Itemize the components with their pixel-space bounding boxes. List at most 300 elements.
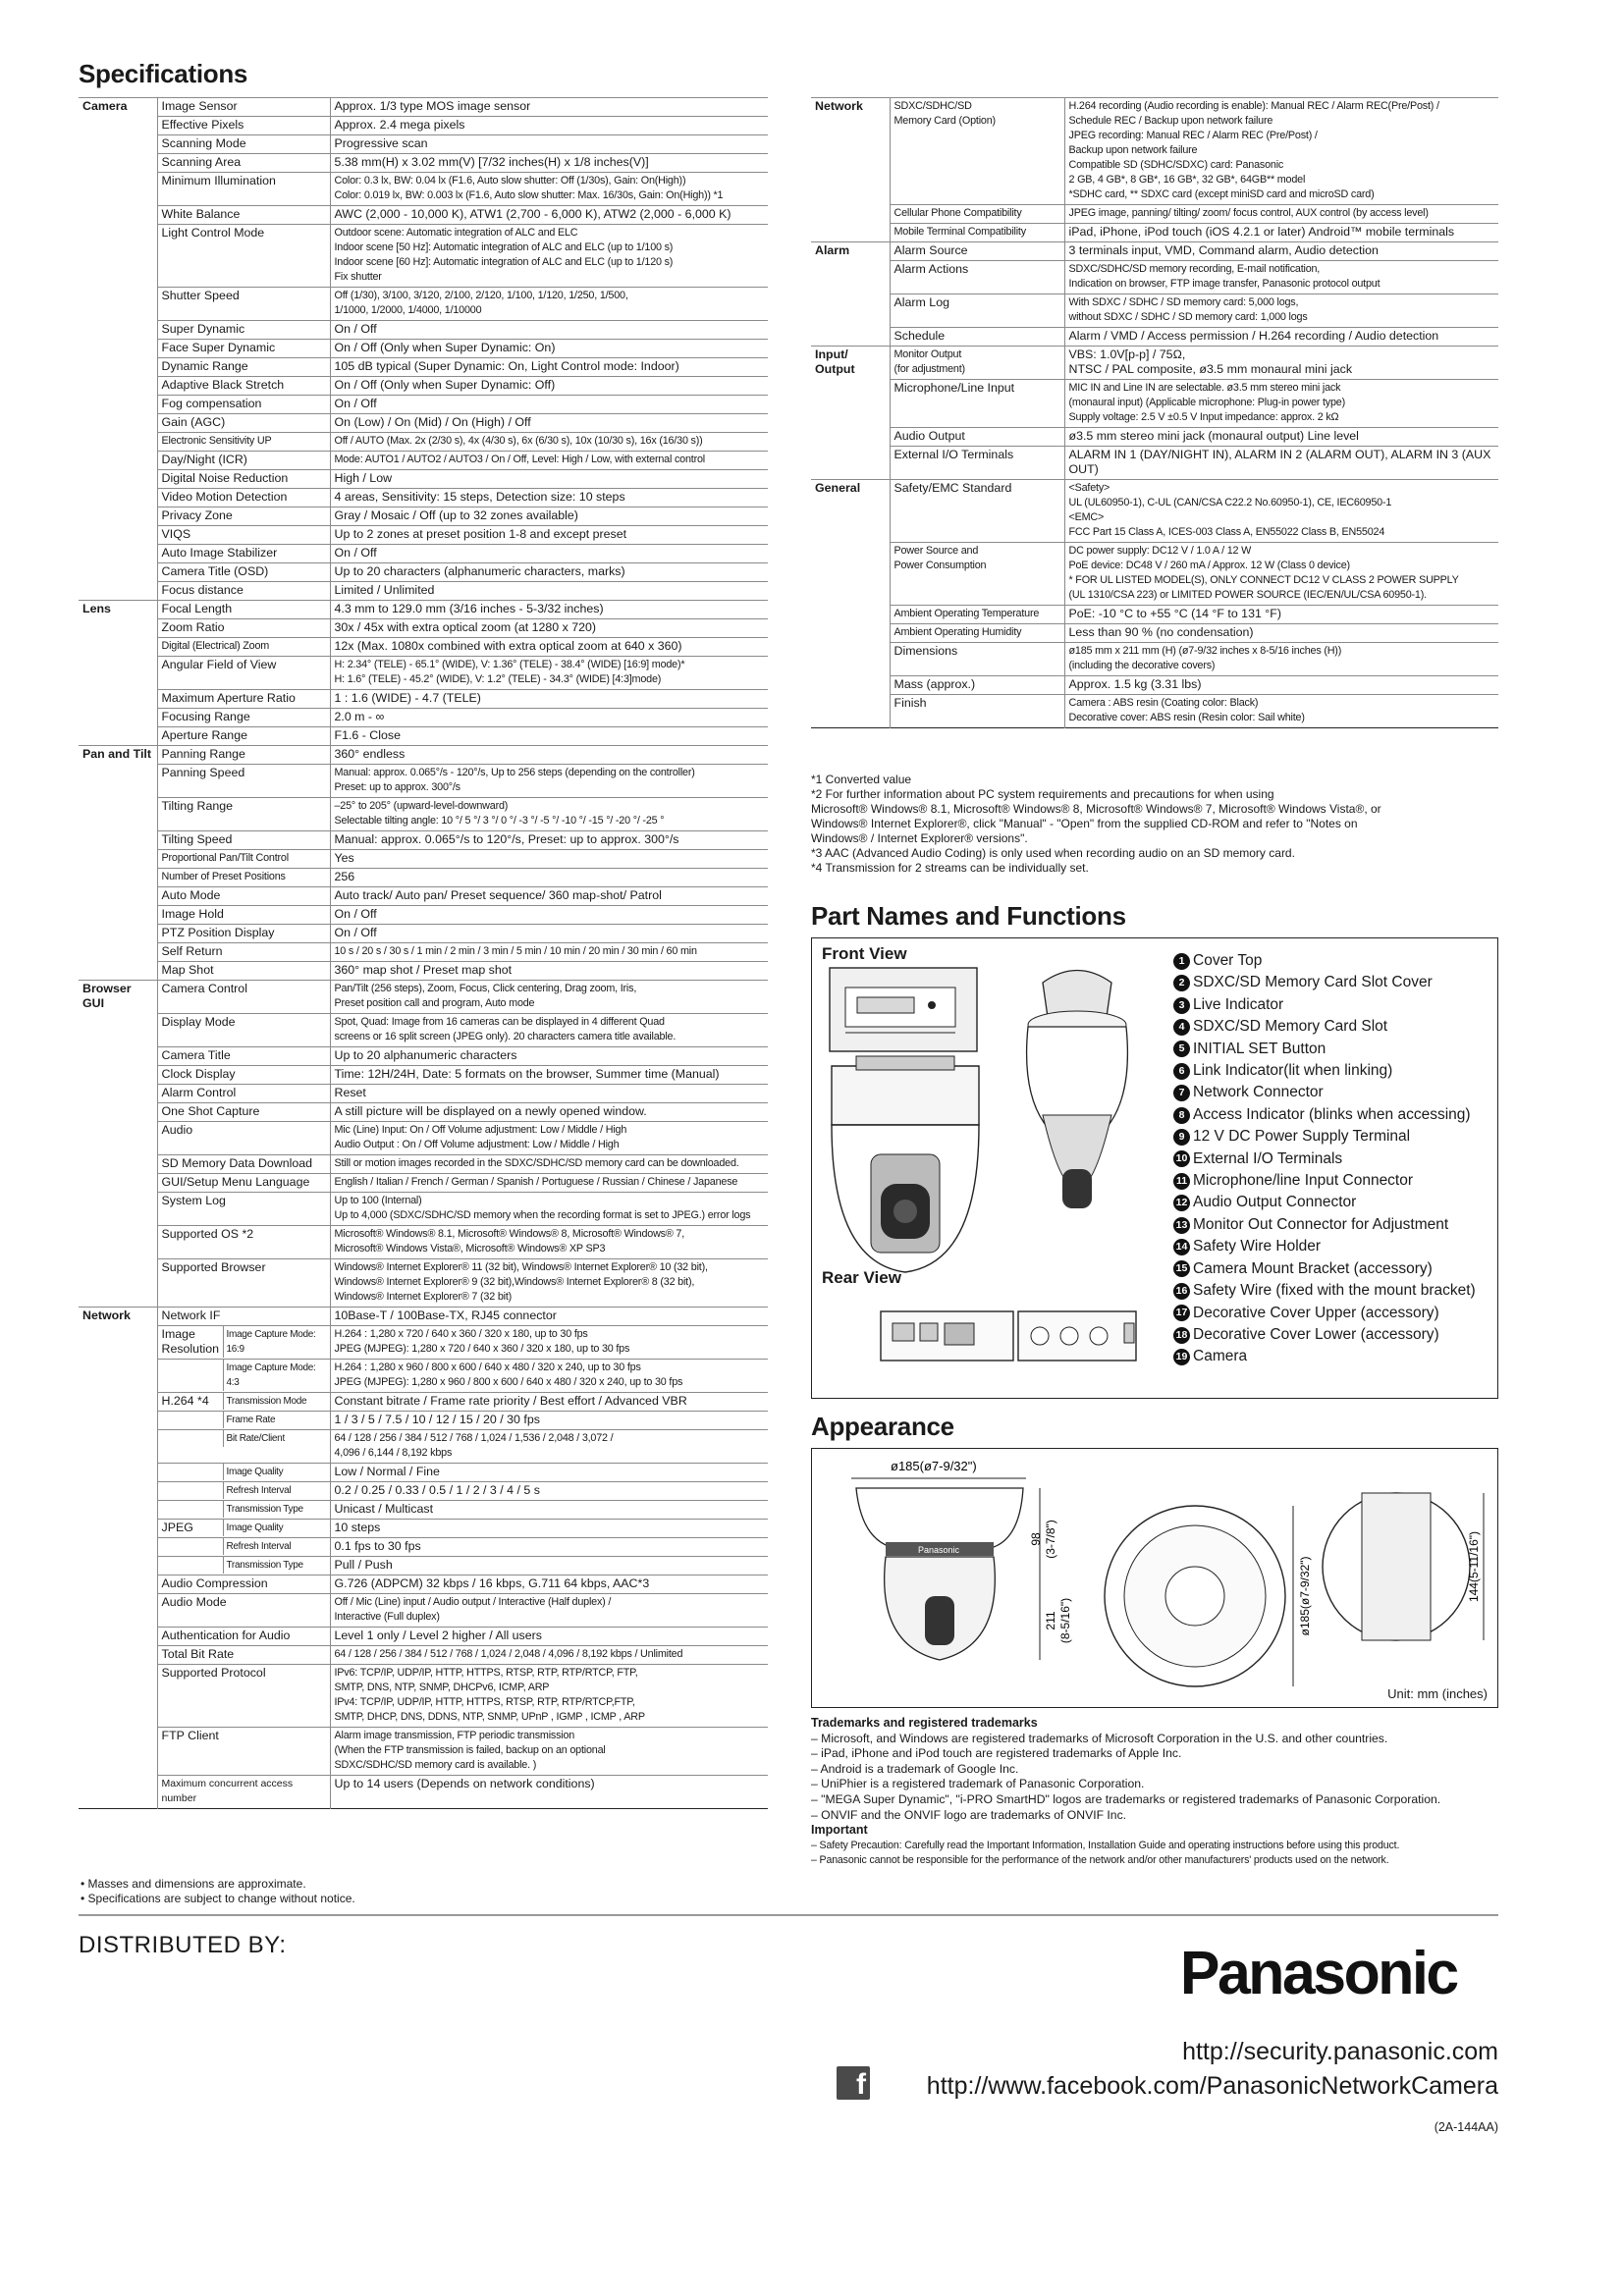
part-number-badge: 15: [1173, 1260, 1190, 1277]
spec-value: IPv6: TCP/IP, UDP/IP, HTTP, HTTPS, RTSP, RTP, RTP/RTCP, FTP, SMTP, DNS, NTP, SNMP, DHCPv6, ICMP, ARP IPv4: TCP/IP, UDP/IP, HTTP, HTTPS, RTSP, RTP, RTP/RTCP,FTP, SMTP, DHCP, DNS, DDNS, NTP, SNMP, UPnP , IGMP , ICMP , ARP: [330, 1665, 768, 1728]
spec-item: Panning Speed: [157, 765, 330, 798]
spec-category: [811, 695, 890, 728]
unit-note: Unit: mm (inches): [1387, 1686, 1488, 1701]
spec-value: MIC IN and Line IN are selectable. ø3.5 mm stereo mini jack (monaural input) (Applicable microphone: Plug-in power type) Supply voltage: 2.5 V ±0.5 V Input impedance: approx. 2 kΩ: [1064, 380, 1498, 428]
spec-category: [79, 433, 157, 452]
spec-row: [79, 1520, 768, 1538]
spec-row: [79, 1430, 768, 1464]
spec-category: [79, 1646, 157, 1665]
spec-row: [79, 288, 768, 321]
part-number-badge: 16: [1173, 1283, 1190, 1300]
rear-view-label: Rear View: [822, 1268, 901, 1287]
spec-value: On / Off: [330, 906, 768, 925]
part-number-badge: 14: [1173, 1239, 1190, 1255]
spec-item: Self Return: [157, 943, 330, 962]
spec-value: 5.38 mm(H) x 3.02 mm(V) [7/32 inches(H) x 1/8 inches(V)]: [330, 154, 768, 173]
spec-item: Alarm Source: [890, 242, 1064, 261]
spec-category: [79, 850, 157, 869]
spec-item: Clock Display: [157, 1066, 330, 1085]
spec-category: [79, 1538, 157, 1557]
spec-category: [811, 328, 890, 347]
spec-item-group: [157, 1520, 330, 1538]
spec-value: High / Low: [330, 470, 768, 489]
spec-row: [79, 1103, 768, 1122]
part-names-title: Part Names and Functions: [811, 901, 1126, 931]
spec-row: [811, 643, 1498, 676]
spec-item: Supported Browser: [157, 1259, 330, 1308]
panasonic-logo: Panasonic: [1179, 1940, 1457, 2007]
spec-row: [79, 1122, 768, 1155]
spec-category: Lens: [79, 601, 157, 619]
spec-row: [811, 447, 1498, 480]
spec-value: 4.3 mm to 129.0 mm (3/16 inches - 5-3/32 inches): [330, 601, 768, 619]
spec-row: [79, 1226, 768, 1259]
spec-category: Network: [811, 98, 890, 205]
spec-item: Authentication for Audio: [157, 1628, 330, 1646]
spec-subitem: Image Quality: [223, 1520, 330, 1536]
spec-item-group: [157, 1501, 330, 1520]
spec-row: [79, 225, 768, 288]
part-number-badge: 7: [1173, 1085, 1190, 1101]
spec-category: [811, 643, 890, 676]
spec-item: SD Memory Data Download: [157, 1155, 330, 1174]
spec-row: [79, 206, 768, 225]
spec-category: [79, 340, 157, 358]
spec-value: Reset: [330, 1085, 768, 1103]
spec-category: [79, 377, 157, 396]
spec-item: Display Mode: [157, 1014, 330, 1047]
camera-brand-text: Panasonic: [918, 1545, 960, 1555]
spec-value: Approx. 1.5 kg (3.31 lbs): [1064, 676, 1498, 695]
spec-item: [158, 1464, 223, 1480]
part-number-badge: 10: [1173, 1150, 1190, 1167]
spec-item: [158, 1412, 223, 1428]
spec-row: [79, 943, 768, 962]
spec-value: Off / Mic (Line) input / Audio output / Interactive (Half duplex) / Interactive (Full duplex): [330, 1594, 768, 1628]
spec-value: Spot, Quad: Image from 16 cameras can be displayed in 4 different Quad screens or 16 split screen (JPEG only). 20 characters camera title available.: [330, 1014, 768, 1047]
spec-value: Outdoor scene: Automatic integration of ALC and ELC Indoor scene [50 Hz]: Automatic integration of ALC and ELC (up to 1/100 s) Indoor scene [60 Hz]: Automatic integration of ALC and ELC (up to 1/120 s) Fix shutter: [330, 225, 768, 288]
spec-row: [79, 709, 768, 727]
spec-row: [79, 1259, 768, 1308]
spec-item: Electronic Sensitivity UP: [157, 433, 330, 452]
spec-row: [79, 452, 768, 470]
part-item: [1173, 1192, 1476, 1213]
spec-row: [79, 690, 768, 709]
spec-item: FTP Client: [157, 1728, 330, 1776]
spec-item: Dimensions: [890, 643, 1064, 676]
important-list: [811, 1839, 1508, 1869]
specifications-title: Specifications: [79, 59, 248, 88]
spec-category: [79, 470, 157, 489]
spec-value: Constant bitrate / Frame rate priority / Best effort / Advanced VBR: [330, 1393, 768, 1412]
spec-row: [79, 1193, 768, 1226]
spec-value: Level 1 only / Level 2 higher / All users: [330, 1628, 768, 1646]
spec-item: JPEG: [161, 1521, 193, 1534]
spec-category: [79, 135, 157, 154]
dim-width-text: ø185(ø7-9/32"): [891, 1459, 977, 1473]
spec-value: Manual: approx. 0.065°/s - 120°/s, Up to 256 steps (depending on the controller) Preset: up to approx. 300°/s: [330, 765, 768, 798]
part-label: Decorative Cover Upper (accessory): [1193, 1304, 1439, 1321]
part-number-badge: 18: [1173, 1327, 1190, 1344]
part-number-badge: 9: [1173, 1129, 1190, 1146]
part-label: Safety Wire Holder: [1193, 1238, 1322, 1255]
spec-row: [79, 321, 768, 340]
spec-value: 12x (Max. 1080x combined with extra optical zoom at 640 x 360): [330, 638, 768, 657]
spec-value: A still picture will be displayed on a newly opened window.: [330, 1103, 768, 1122]
spec-category: [811, 380, 890, 428]
spec-category: [79, 1575, 157, 1594]
trademark-line: – ONVIF and the ONVIF logo are trademarks of ONVIF Inc.: [811, 1807, 1127, 1822]
spec-value: Up to 100 (Internal) Up to 4,000 (SDXC/SDHC/SD memory when the recording format is set to JPEG.) error logs: [330, 1193, 768, 1226]
part-number-badge: 4: [1173, 1019, 1190, 1036]
part-label: INITIAL SET Button: [1193, 1040, 1326, 1057]
spec-value: Camera : ABS resin (Coating color: Black) Decorative cover: ABS resin (Resin color: Sail white): [1064, 695, 1498, 728]
spec-item: Privacy Zone: [157, 507, 330, 526]
spec-row: [79, 1155, 768, 1174]
spec-row: [79, 396, 768, 414]
spec-category: Browser GUI: [79, 981, 157, 1014]
spec-item: [158, 1501, 223, 1518]
spec-value: Alarm image transmission, FTP periodic transmission (When the FTP transmission is failed, backup on an optional SDXC/SDHC/SD memory card is available. ): [330, 1728, 768, 1776]
spec-category: [79, 1728, 157, 1776]
spec-category: [79, 1520, 157, 1538]
spec-category: [79, 906, 157, 925]
spec-category: [811, 543, 890, 606]
facebook-icon[interactable]: f: [837, 2066, 870, 2100]
part-item: [1173, 1104, 1476, 1126]
spec-value: Alarm / VMD / Access permission / H.264 recording / Audio detection: [1064, 328, 1498, 347]
part-item: [1173, 1303, 1476, 1324]
spec-item: Total Bit Rate: [157, 1646, 330, 1665]
spec-row: [79, 563, 768, 582]
spec-row: [79, 746, 768, 765]
spec-category: [79, 709, 157, 727]
spec-item: Tilting Speed: [157, 831, 330, 850]
spec-item: Auto Image Stabilizer: [157, 545, 330, 563]
trademarks-section: [811, 1716, 1508, 1869]
spec-subitem: Image Capture Mode: 4:3: [223, 1360, 330, 1391]
part-item: [1173, 1346, 1476, 1367]
spec-item: Cellular Phone Compatibility: [890, 205, 1064, 224]
spec-row: [811, 624, 1498, 643]
spec-category: [79, 582, 157, 601]
spec-category: [79, 1193, 157, 1226]
dim-98-text: 98: [1029, 1532, 1043, 1546]
spec-item: Alarm Log: [890, 294, 1064, 328]
dim-211-text: 211: [1044, 1611, 1057, 1630]
spec-value: DC power supply: DC12 V / 1.0 A / 12 W PoE device: DC48 V / 260 mA / Approx. 12 W (Class 0 device) * FOR UL LISTED MODEL(S), ONLY CONNECT DC12 V CLASS 2 POWER SUPPLY (UL 1310/CSA 223) or LIMITED POWER SOURCE (IEC/EN/UL/CSA 60950-1).: [1064, 543, 1498, 606]
part-number-badge: 3: [1173, 997, 1190, 1014]
spec-category: [811, 428, 890, 447]
spec-value: 1 : 1.6 (WIDE) - 4.7 (TELE): [330, 690, 768, 709]
spec-category: [79, 563, 157, 582]
spec-item: VIQS: [157, 526, 330, 545]
spec-value: Progressive scan: [330, 135, 768, 154]
spec-item: Image Sensor: [157, 98, 330, 117]
spec-value: PoE: -10 °C to +55 °C (14 °F to 131 °F): [1064, 606, 1498, 624]
spec-category: [79, 1393, 157, 1412]
spec-row: [79, 601, 768, 619]
spec-item: Minimum Illumination: [157, 173, 330, 206]
spec-category: [79, 1226, 157, 1259]
spec-value: 64 / 128 / 256 / 384 / 512 / 768 / 1,024 / 1,536 / 2,048 / 3,072 / 4,096 / 6,144 / 8,192 kbps: [330, 1430, 768, 1464]
spec-row: [79, 340, 768, 358]
spec-item: [158, 1430, 223, 1447]
spec-item: Maximum Aperture Ratio: [157, 690, 330, 709]
spec-item: Alarm Control: [157, 1085, 330, 1103]
spec-row: [79, 98, 768, 117]
spec-item: External I/O Terminals: [890, 447, 1064, 480]
appearance-drawing: [812, 1449, 1499, 1709]
spec-subitem: Refresh Interval: [223, 1538, 330, 1555]
part-label: Monitor Out Connector for Adjustment: [1193, 1215, 1449, 1233]
spec-row: [79, 850, 768, 869]
part-item: [1173, 1258, 1476, 1280]
spec-item: Light Control Mode: [157, 225, 330, 288]
spec-item: Supported OS *2: [157, 1226, 330, 1259]
spec-value: Still or motion images recorded in the SDXC/SDHC/SD memory card can be downloaded.: [330, 1155, 768, 1174]
spec-item: Gain (AGC): [157, 414, 330, 433]
spec-category: [79, 1594, 157, 1628]
spec-category: Network: [79, 1308, 157, 1326]
spec-item: Schedule: [890, 328, 1064, 347]
spec-item: Power Source and Power Consumption: [890, 543, 1064, 606]
spec-item-group: [157, 1412, 330, 1430]
spec-value: 256: [330, 869, 768, 887]
spec-value: ø3.5 mm stereo mini jack (monaural output) Line level: [1064, 428, 1498, 447]
spec-value: Up to 2 zones at preset position 1-8 and except preset: [330, 526, 768, 545]
spec-value: 0.1 fps to 30 fps: [330, 1538, 768, 1557]
spec-row: [79, 887, 768, 906]
spec-row: [79, 619, 768, 638]
spec-row: [79, 1728, 768, 1776]
spec-row: [79, 1066, 768, 1085]
spec-value: iPad, iPhone, iPod touch (iOS 4.2.1 or later) Android™ mobile terminals: [1064, 224, 1498, 242]
spec-item: White Balance: [157, 206, 330, 225]
spec-value: SDXC/SDHC/SD memory recording, E-mail notification, Indication on browser, FTP image transfer, Panasonic protocol output: [1064, 261, 1498, 294]
spec-item: Network IF: [157, 1308, 330, 1326]
spec-item: Shutter Speed: [157, 288, 330, 321]
spec-row: [79, 1665, 768, 1728]
spec-value: Up to 20 alphanumeric characters: [330, 1047, 768, 1066]
part-number-badge: 19: [1173, 1349, 1190, 1365]
spec-category: [79, 943, 157, 962]
spec-row: [79, 638, 768, 657]
spec-row: [79, 1538, 768, 1557]
spec-row: [79, 526, 768, 545]
spec-row: [79, 1557, 768, 1575]
part-item: [1173, 1039, 1476, 1060]
spec-item: Focus distance: [157, 582, 330, 601]
trademark-line: – "MEGA Super Dynamic", "i-PRO SmartHD" logos are trademarks or registered trademarks of Panasonic Corporation.: [811, 1791, 1441, 1806]
part-number-badge: 2: [1173, 975, 1190, 991]
spec-item: [158, 1557, 223, 1574]
spec-category: [811, 224, 890, 242]
spec-row: [79, 1646, 768, 1665]
spec-row: [79, 358, 768, 377]
spec-value: AWC (2,000 - 10,000 K), ATW1 (2,700 - 6,000 K), ATW2 (2,000 - 6,000 K): [330, 206, 768, 225]
spec-value: G.726 (ADPCM) 32 kbps / 16 kbps, G.711 64 kbps, AAC*3: [330, 1575, 768, 1594]
spec-value: Auto track/ Auto pan/ Preset sequence/ 360 map-shot/ Patrol: [330, 887, 768, 906]
part-item: [1173, 1324, 1476, 1346]
spec-item: Focusing Range: [157, 709, 330, 727]
spec-item: Video Motion Detection: [157, 489, 330, 507]
spec-category: [79, 887, 157, 906]
part-label: External I/O Terminals: [1193, 1149, 1343, 1167]
spec-category: [79, 452, 157, 470]
facebook-page-link[interactable]: http://www.facebook.com/PanasonicNetworkCamera: [926, 2072, 1498, 2100]
part-number-badge: 1: [1173, 953, 1190, 970]
trademark-line: – Panasonic cannot be responsible for the performance of the network and/or other manufacturers' products used on the network.: [811, 1854, 1389, 1867]
spec-value: Low / Normal / Fine: [330, 1464, 768, 1482]
spec-item: Ambient Operating Humidity: [890, 624, 1064, 643]
spec-value: On / Off (Only when Super Dynamic: Off): [330, 377, 768, 396]
spec-category: [79, 321, 157, 340]
spec-row: [811, 205, 1498, 224]
spec-row: [79, 1628, 768, 1646]
part-number-badge: 11: [1173, 1173, 1190, 1190]
spec-category: [79, 1122, 157, 1155]
spec-value: VBS: 1.0V[p-p] / 75Ω, NTSC / PAL composite, ø3.5 mm monaural mini jack: [1064, 347, 1498, 380]
part-label: SDXC/SD Memory Card Slot: [1193, 1018, 1388, 1036]
spec-category: [79, 1014, 157, 1047]
spec-value: On / Off: [330, 396, 768, 414]
spec-value: 360° endless: [330, 746, 768, 765]
spec-item: Finish: [890, 695, 1064, 728]
spec-value: H: 2.34° (TELE) - 65.1° (WIDE), V: 1.36° (TELE) - 38.4° (WIDE) [16:9] mode)* H: 1.6° (TELE) - 45.2° (WIDE), V: 1.2° (TELE) - 34.3° (WIDE) [4:3]mode): [330, 657, 768, 690]
part-label: 12 V DC Power Supply Terminal: [1193, 1128, 1411, 1146]
spec-category: [79, 507, 157, 526]
front-view-label: Front View: [822, 944, 907, 963]
spec-value: Up to 14 users (Depends on network conditions): [330, 1776, 768, 1809]
spec-category: [79, 1155, 157, 1174]
spec-row: [79, 414, 768, 433]
part-number-badge: 12: [1173, 1195, 1190, 1211]
spec-category: [79, 1174, 157, 1193]
spec-value: H.264 : 1,280 x 720 / 640 x 360 / 320 x 180, up to 30 fps JPEG (MJPEG): 1,280 x 720 / 640 x 360 / 320 x 180, up to 30 fps: [330, 1326, 768, 1360]
spec-item: [158, 1482, 223, 1499]
spec-category: [79, 117, 157, 135]
spec-category: Alarm: [811, 242, 890, 261]
dim-98-in-text: (3-7/8"): [1044, 1520, 1057, 1559]
spec-value: –25° to 205° (upward-level-downward) Selectable tilting angle: 10 °/ 5 °/ 3 °/ 0 °/ -3 °/ -5 °/ -10 °/ -15 °/ -20 °/ -25 °: [330, 798, 768, 831]
spec-row: [811, 428, 1498, 447]
footer-divider: [79, 1914, 1498, 1916]
part-label: Link Indicator(lit when linking): [1193, 1062, 1393, 1080]
spec-row: [79, 906, 768, 925]
spec-value: Less than 90 % (no condensation): [1064, 624, 1498, 643]
part-names-list: [1173, 950, 1476, 1368]
spec-category: [79, 765, 157, 798]
spec-category: [79, 526, 157, 545]
spec-item: Mobile Terminal Compatibility: [890, 224, 1064, 242]
spec-category: [79, 489, 157, 507]
part-label: SDXC/SD Memory Card Slot Cover: [1193, 974, 1433, 991]
spec-row: [79, 582, 768, 601]
spec-item: Supported Protocol: [157, 1665, 330, 1728]
part-label: Camera: [1193, 1348, 1248, 1365]
spec-category: [79, 414, 157, 433]
trademark-line: – UniPhier is a registered trademark of Panasonic Corporation.: [811, 1777, 1145, 1791]
spec-value: Approx. 2.4 mega pixels: [330, 117, 768, 135]
trademark-line: – Android is a trademark of Google Inc.: [811, 1761, 1019, 1776]
spec-value: 2.0 m - ∞: [330, 709, 768, 727]
spec-value: Unicast / Multicast: [330, 1501, 768, 1520]
spec-category: [79, 869, 157, 887]
security-website-link[interactable]: http://security.panasonic.com: [1182, 2038, 1498, 2065]
part-label: Live Indicator: [1193, 995, 1284, 1013]
spec-row: [811, 676, 1498, 695]
spec-item: Scanning Mode: [157, 135, 330, 154]
spec-value: On / Off: [330, 321, 768, 340]
spec-value: Approx. 1/3 type MOS image sensor: [330, 98, 768, 117]
spec-item-group: [157, 1430, 330, 1464]
part-item: [1173, 1082, 1476, 1103]
spec-row: [79, 1575, 768, 1594]
spec-subitem: Transmission Mode: [223, 1393, 330, 1410]
spec-row: [79, 962, 768, 981]
spec-item: Effective Pixels: [157, 117, 330, 135]
part-number-badge: 6: [1173, 1063, 1190, 1080]
spec-row: [811, 328, 1498, 347]
spec-category: [79, 396, 157, 414]
spec-value: 4 areas, Sensitivity: 15 steps, Detection size: 10 steps: [330, 489, 768, 507]
part-number-badge: 5: [1173, 1041, 1190, 1057]
spec-row: [79, 1360, 768, 1393]
part-label: Safety Wire (fixed with the mount bracket): [1193, 1282, 1476, 1300]
spec-row: [811, 261, 1498, 294]
spec-value: ø185 mm x 211 mm (H) (ø7-9/32 inches x 8-5/16 inches (H)) (including the decorative covers): [1064, 643, 1498, 676]
spec-item: Aperture Range: [157, 727, 330, 746]
spec-category: [79, 727, 157, 746]
spec-row: [811, 242, 1498, 261]
dim-211-in-text: (8-5/16"): [1058, 1597, 1072, 1644]
spec-subitem: Bit Rate/Client: [223, 1430, 330, 1447]
part-names-panel: [811, 937, 1498, 1399]
spec-row: [79, 135, 768, 154]
spec-item: Audio: [157, 1122, 330, 1155]
spec-category: [79, 1665, 157, 1728]
spec-value: ALARM IN 1 (DAY/NIGHT IN), ALARM IN 2 (ALARM OUT), ALARM IN 3 (AUX OUT): [1064, 447, 1498, 480]
spec-category: [79, 288, 157, 321]
spec-item: Fog compensation: [157, 396, 330, 414]
spec-subitem: Image Capture Mode: 16:9: [223, 1326, 330, 1358]
spec-category: [79, 1776, 157, 1809]
spec-item: GUI/Setup Menu Language: [157, 1174, 330, 1193]
spec-category: [79, 638, 157, 657]
spec-item: Auto Mode: [157, 887, 330, 906]
spec-row: [79, 433, 768, 452]
spec-row: [79, 1047, 768, 1066]
spec-item: Microphone/Line Input: [890, 380, 1064, 428]
spec-item: Number of Preset Positions: [157, 869, 330, 887]
spec-table-right: [811, 97, 1498, 728]
spec-item: [158, 1360, 223, 1391]
spec-row: [79, 545, 768, 563]
part-item: [1173, 1148, 1476, 1170]
part-number-badge: 17: [1173, 1305, 1190, 1321]
spec-category: [79, 358, 157, 377]
spec-row: [79, 1412, 768, 1430]
spec-item-group: [157, 1326, 330, 1360]
spec-row: [811, 294, 1498, 328]
part-number-badge: 13: [1173, 1217, 1190, 1234]
spec-item: Digital (Electrical) Zoom: [157, 638, 330, 657]
part-item: [1173, 1060, 1476, 1082]
part-item: [1173, 1236, 1476, 1257]
spec-item: SDXC/SDHC/SD Memory Card (Option): [890, 98, 1064, 205]
spec-value: 1 / 3 / 5 / 7.5 / 10 / 12 / 15 / 20 / 30 fps: [330, 1412, 768, 1430]
